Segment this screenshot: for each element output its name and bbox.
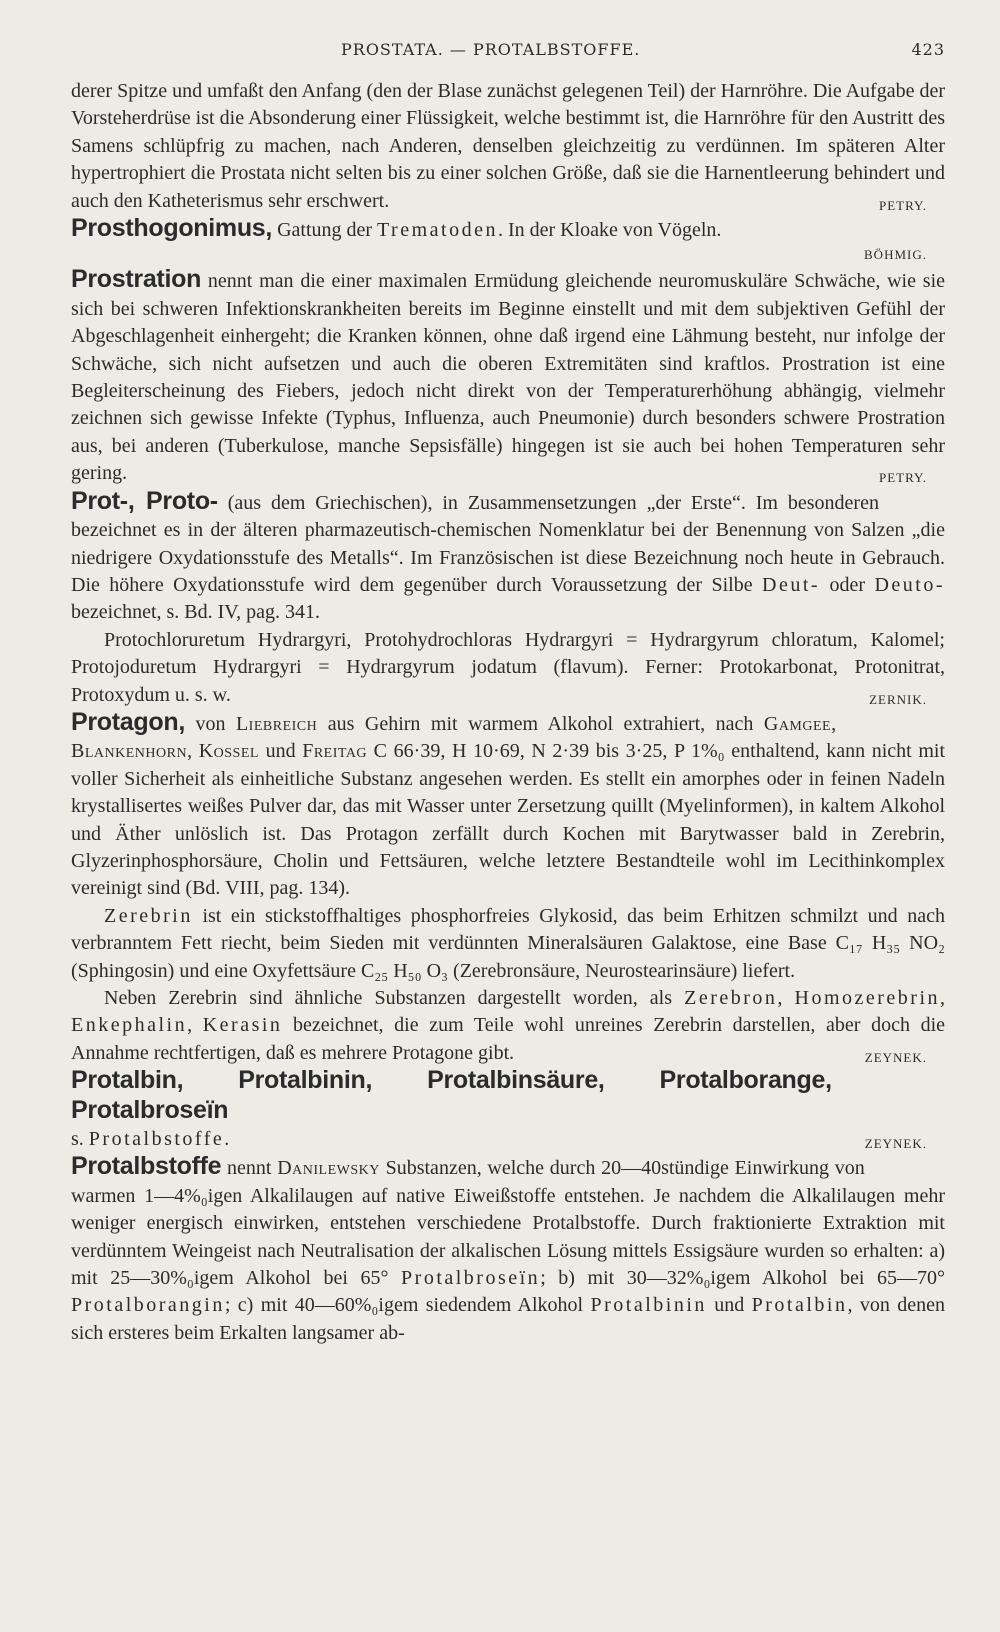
entry-text: Protochloruretum Hydrargyri, Protohydrochloras Hydrargyri = Hydrargyrum chloratum, Kalomel; Protojoduretum Hydrargyri = Hydrargyrum jodatum (flavum). Ferner: Protokarbonat, Protonitrat, Protoxydum u. s. w. [71,628,945,706]
spaced-term: Deuto- [874,573,945,596]
entry-prostration [71,266,945,487]
entry-text: Neben Zerebrin sind ähnliche Substanzen dargestellt worden, als [104,987,685,1009]
entry-text: aus Gehirn mit warmem Alkohol extrahiert, nach [317,712,764,735]
entry-paragraph [71,985,945,1067]
entry-text: bezeichnet, s. Bd. IV, pag. 341. [71,601,321,624]
spaced-term: Zerebron [684,987,778,1009]
entry-paragraph [71,903,945,985]
separator: , [831,712,837,735]
spaced-term: Kerasin [202,1014,283,1037]
author-signature: ZEYNEK. [864,1136,927,1152]
entry-text: und [258,740,303,763]
author-name: Blankenhorn [71,740,188,763]
separator: , [187,1014,203,1037]
author-signature: ZERNIK. [869,691,927,707]
entry-text: nennt man die einer maximalen Ermüdung gleichende neuromuskuläre Schwäche, wie sie sich bei schweren Infektionskrankheiten bereits im Beginne einstellt und mit dem subjektiven Gefühl der Abgeschlagenheit einhergeht; die Kranken können, ohne daß irgend eine Lähmung besteht, nur infolge der Schwäche, sich nicht aufsetzen und auch die oberen Extremitäten sind kraftlos. Prostration ist eine Begleiterscheinung des Fiebers, jedoch nicht direkt von der Temperaturerhöhung abhängig, vielmehr zeichnen sich gewisse Infekte (Typhus, Influenza, auch Pneumonie) durch besonders schwere Prostration aus, bei anderen (Tuberkulose, manche Sepsisfälle) hingegen ist sie auch bei hohen Temperaturen sehr gering. [71,270,945,485]
entry-text: ; b) mit 30—32%₀igem Alkohol bei 65—70° [540,1267,945,1290]
author-signature: PETRY. [878,470,927,486]
entry-text: . [224,1128,230,1151]
author-name: Liebreich [235,712,318,735]
spaced-term: Trematoden [377,219,498,242]
entry-text: ist ein stickstoffhaltiges phosphorfreies Glykosid, das beim Erhitzen schmilzt und nach verbranntem Fett riecht, beim Sieden mit verdünnten Mineralsäuren Galaktose, eine Base C₁₇ H₃₅ NO₂ (Sphingosin) und eine Oxyfettsäure C₂₅ H₅₀ O₃ (Zerebronsäure, Neurostearinsäure) liefert. [71,904,945,982]
entry-paragraph [71,627,945,709]
entry-prosthogonimus [71,215,945,244]
spaced-term: Enkephalin [71,1014,188,1037]
running-header [71,40,945,70]
spaced-term: Protalbin [751,1294,848,1317]
separator: , [777,987,795,1009]
author-name: Gamgee [763,712,832,735]
spaced-term: Protalbroseïn [401,1267,541,1290]
author-name: Freitag [302,740,368,763]
entry-headword: Protagon, [71,707,185,736]
separator: , [940,987,946,1009]
entry-prostata-continued [71,78,945,215]
entry-prot-proto [71,488,945,627]
running-title: PROSTATA. — PROTALBSTOFFE. [341,40,641,59]
page-body [71,78,945,1347]
entry-protalbin [71,1067,945,1153]
author-signature: ZEYNEK. [864,1049,927,1065]
entry-text: Gattung der [277,219,378,242]
spaced-term: Deut- [762,573,821,596]
entry-protalbstoffe [71,1153,945,1347]
entry-headword: Protalbstoffe [71,1152,222,1181]
page-number: 423 [911,40,945,59]
author-name: Danilewsky [277,1157,380,1180]
author-name: Kossel [198,740,259,763]
spaced-term: Protalborangin [71,1294,225,1317]
entry-text: Substanzen, welche durch 20—40stündige Einwirkung von warmen 1—4%₀igen Alkalilaugen auf native Eiweißstoffe entstehen. Je nachdem die Alkalilaugen mehr weniger energisch einwirken, entstehen verschiedene Protalbstoffe. Durch fraktionierte Extraktion mit verdünntem Weingeist nach Neutralisation der alkalischen Lösung mittels Essigsäure wurden so erhalten: a) mit 25—30%₀igem Alkohol bei 65° [71,1157,945,1290]
entry-text: . In der Kloake von Vögeln. [497,219,722,242]
entry-text: s. [71,1128,89,1151]
entry-headword: Protalbin, Protalbinin, Protalbinsäure, Protalborange, Protalbroseïn [71,1066,832,1124]
entry-text: bezeichnet, die zum Teile wohl unreines Zerebrin darstellen, aber doch die Annahme rechtfertigen, daß es mehrere Protagone gibt. [71,1014,946,1064]
spaced-term: Homozerebrin [794,987,941,1009]
spaced-term: Protalbinin [590,1294,707,1317]
entry-text: (aus dem Griechischen), in Zusammensetzungen „der Erste“. Im besonderen bezeichnet es in der älteren pharmazeutisch-chemischen Nomenklatur bei der Benennung von Salzen „die niedrigere Oxydationsstufe des Metalls“. Im Französischen ist diese Bezeichnung noch heute in Gebrauch. Die höhere Oxydationsstufe wird dem gegenüber durch Voraussetzung der Silbe [71,491,945,596]
separator: , [187,740,199,763]
spaced-term: Zerebrin [104,904,193,927]
entry-text: und [706,1294,752,1317]
entry-text: von [195,712,236,735]
entry-text: nennt [221,1157,278,1180]
author-signature: BÖHMIG. [864,247,927,263]
entry-text: ; c) mit 40—60%₀igem siedendem Alkohol [224,1294,591,1317]
entry-headword: Prot-, Proto- [71,486,218,515]
entry-text: oder [820,573,875,596]
entry-text: , von denen sich ersteres beim Erkalten langsamer ab- [71,1294,945,1344]
entry-headword: Prostration [71,265,202,294]
entry-headword: Prosthogonimus, [71,214,273,243]
entry-text: C 66·39, H 10·69, N 2·39 bis 3·25, P 1%₀ enthaltend, kann nicht mit voller Sicherheit als einheitliche Substanz angesehen werden. Es stellt ein amorphes oder in feinen Nadeln krystallisertes weißes Pulver dar, das mit Wasser unter Zersetzung quillt (Myelinformen), in kaltem Alkohol und Äther unlöslich ist. Das Protagon zerfällt durch Kochen mit Barytwasser bald in Zerebrin, Glyzerinphosphorsäure, Cholin und Fettsäuren, welche letztere Bestandteile wohl im Lecithinkomplex vereinigt sind (Bd. VIII, pag. 134). [71,740,946,900]
entry-protagon [71,709,945,903]
author-signature: PETRY. [878,197,927,213]
spaced-term: Protalbstoffe [88,1128,225,1151]
entry-text: derer Spitze und umfaßt den Anfang (den der Blase zunächst gelegenen Teil) der Harnröhre. Die Aufgabe der Vorsteherdrüse ist die Absonderung einer Flüssigkeit, welche bestimmt ist, die Harnröhre für den Austritt des Samens schlüpfrig zu machen, nach Anderen, denselben gleichzeitig zu verdünnen. Im späteren Alter hypertrophiert die Prostata nicht selten bis zu einer solchen Größe, daß sie die Harnentleerung behindert und auch den Katheterismus sehr erschwert. [71,80,946,212]
